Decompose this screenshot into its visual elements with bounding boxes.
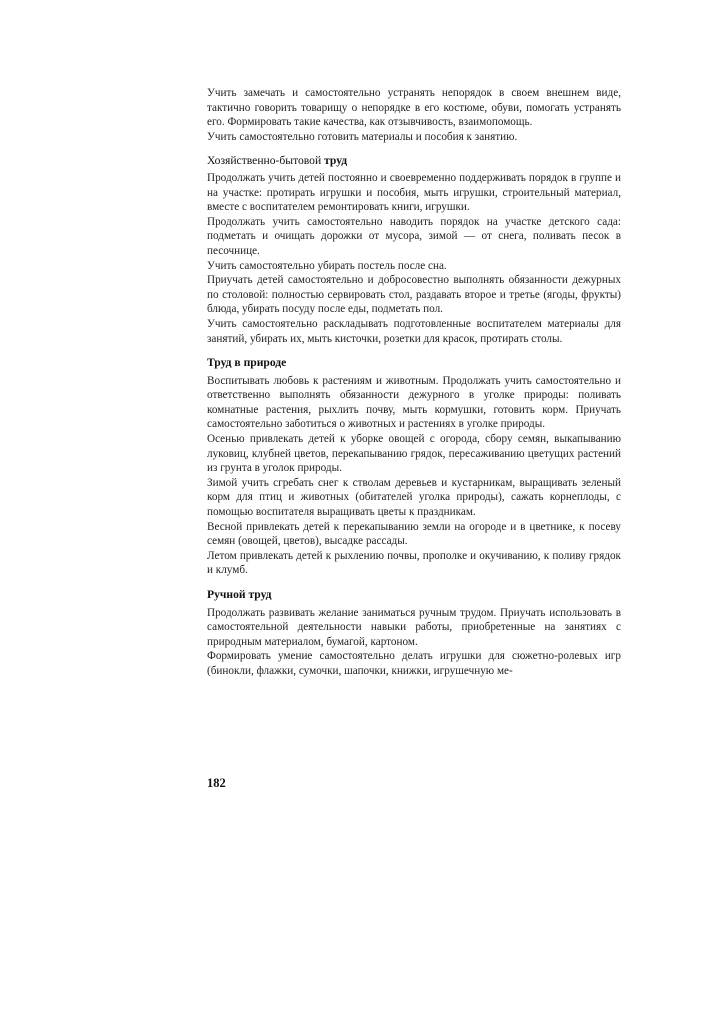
page-number: 182	[207, 776, 226, 790]
intro-paragraph-1: Учить замечать и самостоятельно устранять непорядок в своем внешнем виде, тактично говорить товарищу о непорядке в его костюме, обуви, помогать устранять его. Формировать такие качества, как отзывчивость, взаимопомощь.	[207, 87, 621, 129]
household-paragraph-3: Учить самостоятельно убирать постель после сна.	[207, 259, 447, 272]
household-paragraph-1: Продолжать учить детей постоянно и своевременно поддерживать порядок в группе и на участке: протирать игрушки и пособия, мыть игрушки, строительный материал, вместе с воспитателем ремонтировать книги, игрушки.	[207, 171, 621, 214]
section-heading-household-bold: труд	[324, 154, 348, 168]
household-paragraph-4: Приучать детей самостоятельно и добросовестно выполнять обязанности дежурных по столовой: полностью сервировать стол, раздавать второе и третье (ягоды, фрукты) блюда, убирать посуду после еды, подметать пол.	[207, 274, 621, 316]
section-heading-nature: Труд в природе	[207, 356, 287, 370]
section-heading-manual: Ручной труд	[207, 588, 272, 601]
nature-paragraph-2: Осенью привлекать детей к уборке овощей с огорода, сбору семян, выкапыванию луковиц, клубней цветов, перекапыванию грядок, пересаживанию цветущих растений из грунта в уголок природы.	[207, 433, 621, 475]
manual-paragraph-1: Продолжать развивать желание заниматься ручным трудом. Приучать использовать в самостоятельной деятельности навыки работы, приобретенные на занятиях с природным материалом, бумагой, картоном.	[207, 606, 621, 648]
section-heading-household-prefix: Хозяйственно-бытовой	[207, 154, 325, 168]
nature-paragraph-3: Зимой учить сгребать снег к стволам деревьев и кустарникам, выращивать зеленый корм для птиц и животных (обитателей уголка природы), сажать корнеплоды, с помощью воспитателя выращивать цветы к праздникам.	[207, 476, 621, 519]
page-body	[207, 86, 621, 679]
nature-paragraph-4: Весной привлекать детей к перекапыванию земли на огороде и в цветнике, к посеву семян (овощей, цветов), высадке рассады.	[207, 520, 621, 548]
nature-paragraph-1: Воспитывать любовь к растениям и животным. Продолжать учить самостоятельно и ответственно выполнять обязанности дежурного в уголке природы: поливать комнатные растения, рыхлить почву, мыть кормушки, готовить корм. Приучать самостоятельно заботиться о животных и растениях в уголке природы.	[207, 374, 621, 431]
household-paragraph-5: Учить самостоятельно раскладывать подготовленные воспитателем материалы для занятий, убирать их, мыть кисточки, розетки для красок, протирать столы.	[207, 317, 621, 345]
household-paragraph-2: Продолжать учить самостоятельно наводить порядок на участке детского сада: подметать и очищать дорожки от мусора, зимой — от снега, поливать песок в песочнице.	[207, 215, 621, 257]
manual-paragraph-2: Формировать умение самостоятельно делать игрушки для сюжетно-ролевых игр (бинокли, флажки, сумочки, шапочки, книжки, игрушечную ме-	[207, 650, 621, 677]
intro-paragraph-2: Учить самостоятельно готовить материалы и пособия к занятию.	[207, 130, 518, 143]
nature-paragraph-5: Летом привлекать детей к рыхлению почвы, прополке и окучиванию, к поливу грядок и клумб.	[207, 549, 621, 577]
section-heading-household	[207, 154, 621, 169]
